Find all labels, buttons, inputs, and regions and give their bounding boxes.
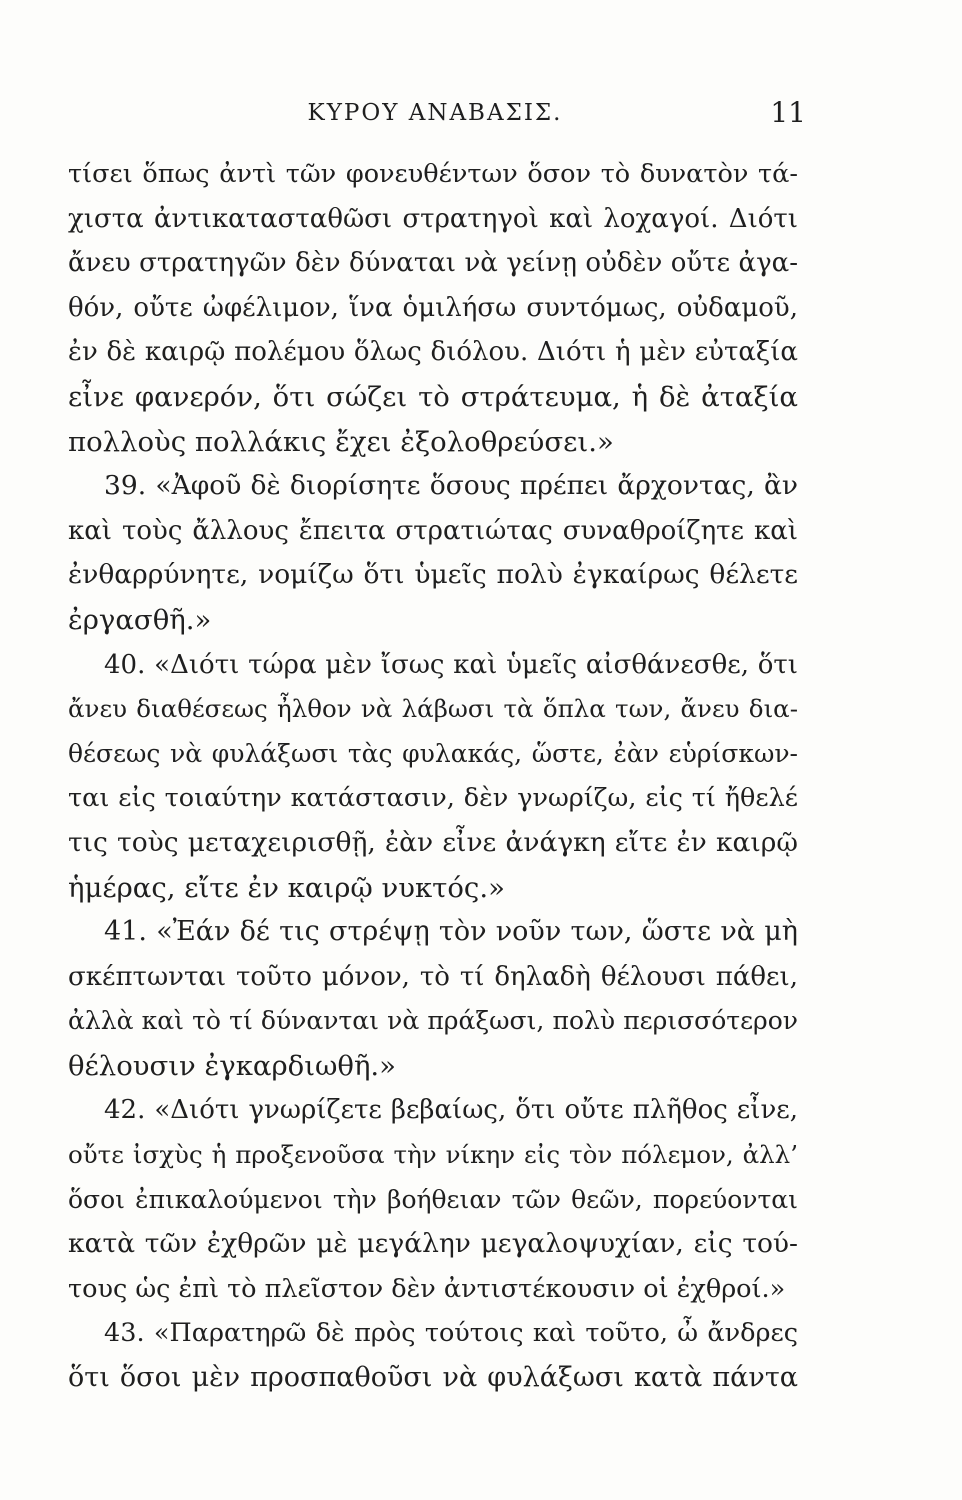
page-header: [70, 96, 806, 136]
text-line: ἄνευ διαθέσεως ἦλθον νὰ λάβωσι τὰ ὅπλα των, ἄνευ δια-: [68, 694, 798, 724]
body-text: [68, 152, 798, 1401]
text-line: ἀλλὰ καὶ τὸ τί δύνανται νὰ πράξωσι, πολὺ περισσότερον: [68, 1006, 798, 1036]
text-line: θέσεως νὰ φυλάξωσι τὰς φυλακάς, ὥστε, ἐὰν εὑρίσκων-: [68, 738, 798, 768]
text-line: θέλουσιν ἐγκαρδιωθῆ.»: [68, 1049, 396, 1082]
text-line: τις τοὺς μεταχειρισθῇ, ἐὰν εἶνε ἀνάγκη εἴτε ἐν καιρῷ: [68, 826, 798, 858]
text-line: καὶ τοὺς ἄλλους ἔπειτα στρατιώτας συναθροίζητε καὶ: [68, 515, 798, 546]
text-line: ὅσοι ἐπικαλούμενοι τὴν βοήθειαν τῶν θεῶν, πορεύονται: [68, 1184, 798, 1214]
text-line: τους ὡς ἐπὶ τὸ πλεῖστον δὲν ἀντιστέκουσιν οἱ ἐχθροί.»: [68, 1273, 786, 1304]
page-number: 11: [770, 96, 806, 129]
paragraph-start-41: 41. «Ἐάν δέ τις στρέψῃ τὸν νοῦν των, ὥστε νὰ μὴ: [104, 916, 798, 948]
text-line: ἐνθαρρύνητε, νομίζω ὅτι ὑμεῖς πολὺ ἐγκαίρως θέλετε: [68, 559, 798, 591]
text-line: ἐργασθῆ.»: [68, 603, 212, 636]
text-line: χιστα ἀντικατασταθῶσι στρατηγοὶ καὶ λοχαγοί. Διότι: [68, 203, 798, 234]
paragraph-start-39: 39. «Ἀφοῦ δὲ διορίσητε ὅσους πρέπει ἄρχοντας, ἂν: [104, 470, 798, 502]
paragraph-start-40: 40. «Διότι τώρα μὲν ἴσως καὶ ὑμεῖς αἰσθάνεσθε, ὅτι: [104, 649, 798, 680]
paragraph-start-42: 42. «Διότι γνωρίζετε βεβαίως, ὅτι οὔτε πλῆθος εἶνε,: [104, 1095, 798, 1126]
text-line: ὅτι ὅσοι μὲν προσπαθοῦσι νὰ φυλάξωσι κατὰ πάντα: [68, 1362, 798, 1394]
text-line: οὔτε ἰσχὺς ἡ προξενοῦσα τὴν νίκην εἰς τὸν πόλεμον, ἀλλ’: [68, 1140, 798, 1170]
text-line: τίσει ὅπως ἀντὶ τῶν φονευθέντων ὅσον τὸ δυνατὸν τά-: [68, 159, 798, 189]
text-line: θόν, οὔτε ὠφέλιμον, ἵνα ὁμιλήσω συντόμως, οὐδαμοῦ,: [68, 292, 798, 323]
text-line: πολλοὺς πολλάκις ἔχει ἐξολοθρεύσει.»: [68, 425, 614, 458]
text-line: ἄνευ στρατηγῶν δὲν δύναται νὰ γείνῃ οὐδὲν οὔτε ἀγα-: [68, 248, 798, 279]
text-line: σκέπτωνται τοῦτο μόνον, τὸ τί δηλαδὴ θέλουσι πάθει,: [68, 961, 798, 992]
text-line: ἐν δὲ καιρῷ πολέμου ὅλως διόλου. Διότι ἡ μὲν εὐταξία: [68, 337, 798, 368]
text-line: εἶνε φανερόν, ὅτι σώζει τὸ στράτευμα, ἡ δὲ ἀταξία: [68, 380, 798, 413]
text-line: ται εἰς τοιαύτην κατάστασιν, δὲν γνωρίζω, εἰς τί ἤθελέ: [68, 783, 798, 814]
text-line: κατὰ τῶν ἐχθρῶν μὲ μεγάλην μεγαλοψυχίαν, εἰς τού-: [68, 1228, 798, 1260]
text-line: ἡμέρας, εἴτε ἐν καιρῷ νυκτός.»: [68, 871, 505, 904]
paragraph-start-43: 43. «Παρατηρῶ δὲ πρὸς τούτοις καὶ τοῦτο, ὦ ἄνδρες: [104, 1318, 798, 1349]
running-title: ΚΥΡΟΥ ΑΝΑΒΑΣΙΣ.: [307, 100, 563, 126]
